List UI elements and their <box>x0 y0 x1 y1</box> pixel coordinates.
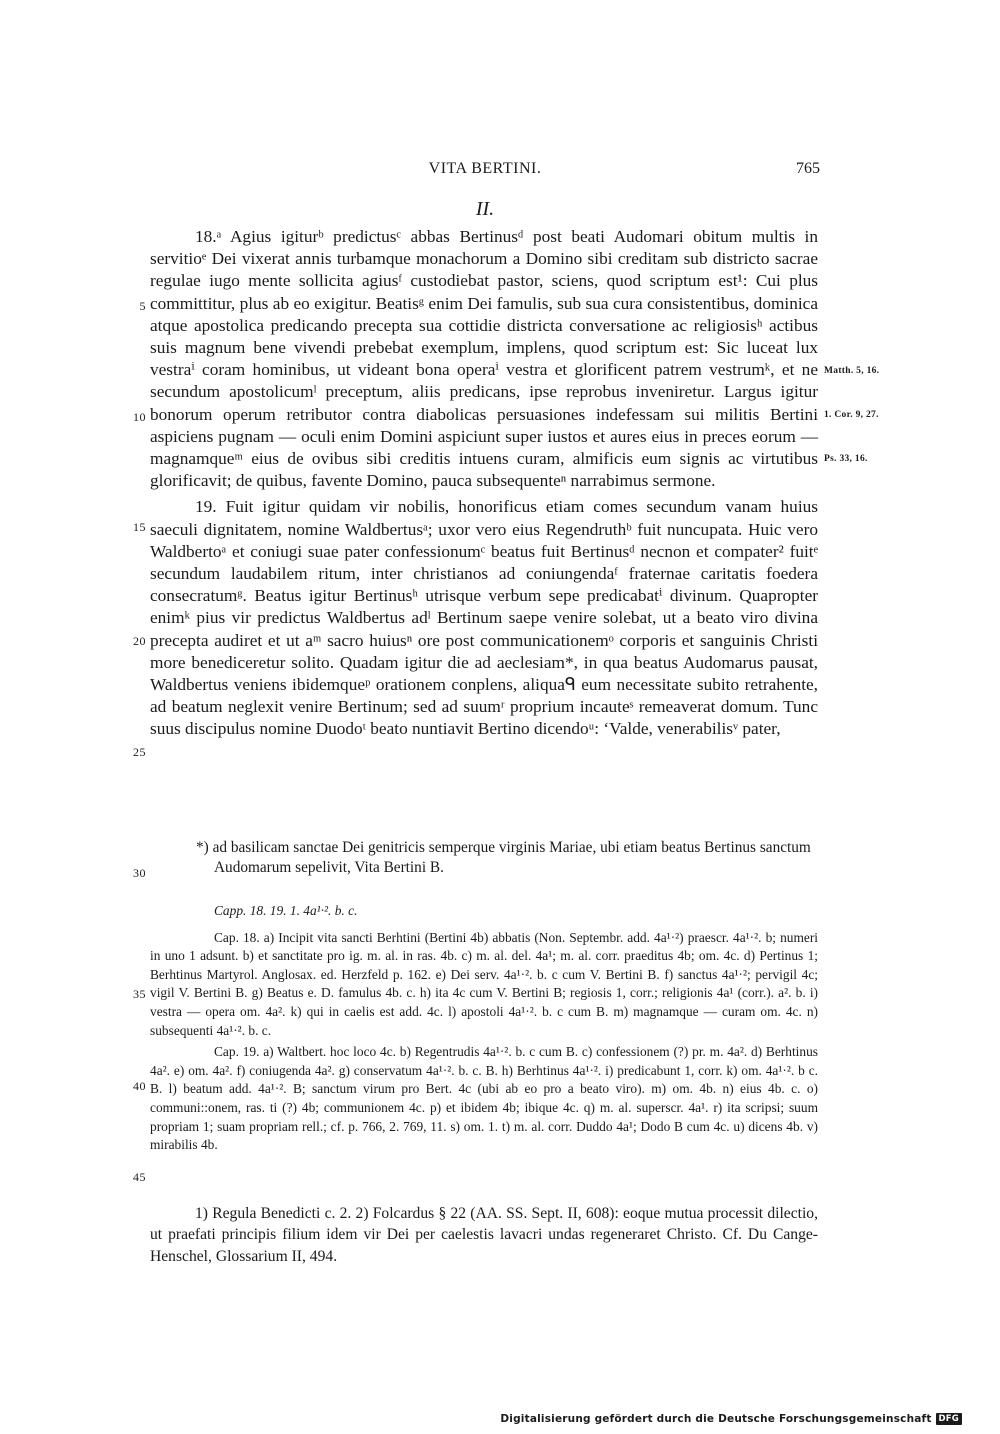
asterisk-note: *) ad basilicam sanctae Dei genitricis semperque virginis Mariae, ubi etiam beatus Bertinus sanctum Audomarum sepelivit, Vita Bertini B. <box>196 839 811 876</box>
credit-text: Digitalisierung gefördert durch die Deutsche Forschungsgemeinschaft <box>500 1413 932 1425</box>
line-number: 10 <box>133 410 146 424</box>
textual-variants <box>150 902 818 1155</box>
page-number: 765 <box>796 160 820 177</box>
variants-cap-19: Cap. 19. a) Waltbert. hoc loco 4c. b) Regentrudis 4a¹·². b. c cum B. c) confessionem (?) pr. m. 4a². d) Berhtinus 4a². e) om. 4a². f) coniugenda 4a². g) conservatum 4a¹·². b. c. B. h) Berhtinus 4a¹·². i) predicabunt 1, corr. k) om. 4a¹·². b c. B. l) beatum add. 4a¹·². B; sanctum virum pro Bert. 4c (ubi ab eo pro a beato viro). m) om. 4b. n) eius 4b. c. o) communi::onem, ras. ti (?) 4b; communionem 4c. p) et ibidem 4b; ibique 4c. q) m. al. superscr. 4a¹. r) ita scripsi; suum propriam 1; suam propriam rell.; cf. p. 766, 2. 769, 11. s) om. 1. t) m. al. corr. Duddo 4a¹; Dodo B cum 4c. u) dicens 4b. v) mirabilis 4b. <box>150 1044 818 1153</box>
section-title: II. <box>475 198 495 220</box>
paragraph-18: 18.ᵃ Agius igiturᵇ predictusᶜ abbas Bertinusᵈ post beati Audomari obitum multis in servitioᵉ Dei vixerat annis turbamque monachorum a Domino sibi creditam sub districto sacrae regulae iugo mente sollicita agiusᶠ custodiebat pastor, sciens, quod scriptum est¹: Cui plus committitur, plus ab eo exigitur. Beatisᵍ enim Dei famulis, sub sua cura consistentibus, dominica atque apostolica predicando precepta sua cottidie districta conversatione ac religiosisʰ actibus suis magnum bene vivendi prebebat exemplum, implens, quod scriptum est: Sic luceat lux vestraⁱ coram hominibus, ut videant bona operaⁱ vestra et glorificent patrem vestrumᵏ, et ne secundum apostolicumˡ preceptum, aliis predicans, ipse reprobus inveniretur. Largus igitur bonorum operum retributor contra diabolicas persuasiones indefessam sui militis Bertini aspiciens pugnam — oculi enim Domini aspiciunt super iustos et aures eius in preces eorum — magnamqueᵐ eius de ovibus sibi creditis intuens curam, almificis eum signis ac virtutibus glorificavit; de quibus, favente Domino, pauca subsequenteⁿ narrabimus sermone. <box>150 227 818 491</box>
line-number: 15 <box>133 520 146 534</box>
line-number: 25 <box>133 745 146 759</box>
margin-reference: Matth. 5, 16. <box>824 366 880 376</box>
digitization-credit <box>500 1413 962 1425</box>
dfg-logo: DFG <box>936 1413 962 1425</box>
footnotes <box>150 1203 818 1267</box>
line-numbers <box>0 0 150 1434</box>
variants-cap-18: Cap. 18. a) Incipit vita sancti Berhtini (Bertini 4b) abbatis (Non. Septembr. add. 4a¹·²) praescr. 4a¹·². b; numeri in uno 1 adsunt. b) et sanctitate pro ig. m. al. in ras. 4b. c) m. al. del. 4a¹; m. al. corr. praeditus 4b; om. 4c. d) Pertinus 1; Berhtinus Martyrol. Anglosax. ed. Herzfeld p. 162. e) Dei serv. 4a¹·². b. c cum V. Bertini B. f) sanctus 4a¹·²; pervigil 4c; vigil V. Bertini B. g) Beatus e. D. famulus 4b. c. h) ita 4c cum V. Bertini B; regiosis 1, corr.; religionis 4a¹ (corr.). a². b. i) vestra — opera om. 4a². k) qui in caelis est add. 4c. l) apostoli 4a¹·². b. c cum B. m) magnamque — curam om. 4c. n) subsequenti 4a¹·². b. c. <box>150 929 818 1038</box>
margin-reference: 1. Cor. 9, 27. <box>824 410 879 420</box>
line-number: 5 <box>139 299 146 313</box>
running-title: VITA BERTINI. <box>428 160 542 177</box>
line-number: 35 <box>133 987 146 1001</box>
page-header <box>150 160 820 186</box>
line-number: 20 <box>133 634 146 648</box>
variants-capp: Capp. 18. 19. 1. 4a¹·². b. c. <box>214 903 358 918</box>
line-number: 45 <box>133 1170 146 1184</box>
line-number: 40 <box>133 1079 146 1093</box>
paragraph-19: 19. Fuit igitur quidam vir nobilis, honorificus etiam comes secundum vanam huius saeculi dignitatem, nomine Waldbertusᵃ; uxor vero eius Regendruthᵇ fuit nuncupata. Huic vero Waldbertoᵃ et coniugi suae pater confessionumᶜ beatus fuit Bertinusᵈ necnon et compater² fuitᵉ secundum laudabilem ritum, inter christianos ad coniungendaᶠ fraternae caritatis foedera consecratumᵍ. Beatus igitur Bertinusʰ utrisque verbum sepe predicabatⁱ divinum. Quapropter enimᵏ pius vir predictus Waldbertus adˡ Bertinum saepe venire solebat, ut a beato viro divina precepta audiret et ut aᵐ sacro huiusⁿ ore post communicationemᵒ corporis et sanguinis Christi more benediceretur solito. Quadam igitur die ad aeclesiam*, in qua beatus Audomarus pausat, Waldbertus veniens ibidemqueᵖ orationem conplens, aliquaᑫ eum necessitate subito retrahente, ad beatum neglexit venire Bertinum; sed ad suumʳ proprium incauteˢ remeaverat domum. Tunc suus discipulus nomine Duodoᵗ beato nuntiavit Bertino dicendoᵘ: ‘Valde, venerabilisᵛ pater, <box>150 497 818 739</box>
margin-reference: Ps. 33, 16. <box>824 454 868 464</box>
footnote-text: 1) Regula Benedicti c. 2. 2) Folcardus § 22 (AA. SS. Sept. II, 608): eoque mutua processit dilectio, ut praefati principis filium idem vir Dei per caelestis lavacri undas regeneraret Christo. Cf. Du Cange-Henschel, Glossarium II, 494. <box>150 1205 818 1265</box>
line-number: 30 <box>133 866 146 880</box>
main-text <box>150 226 818 741</box>
